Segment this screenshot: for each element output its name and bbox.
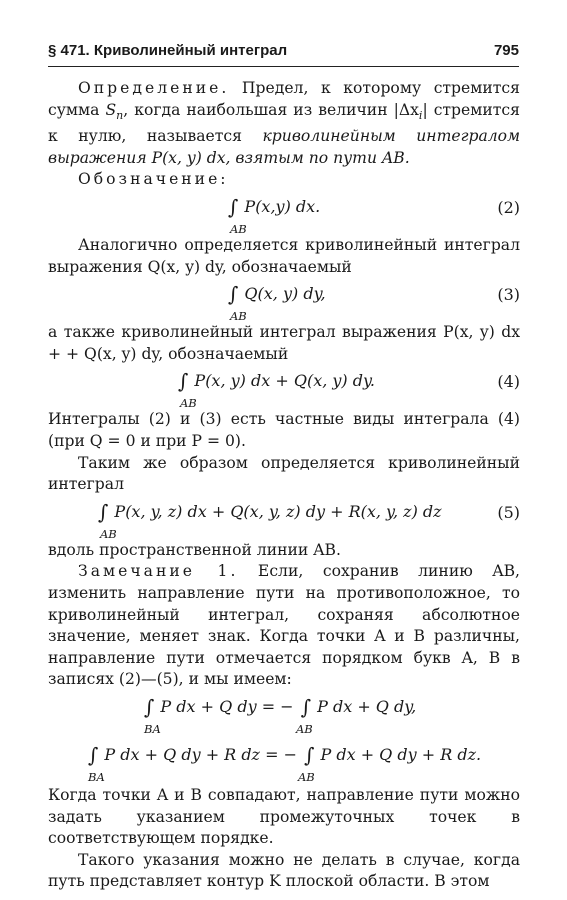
integral-limit: AB <box>180 396 197 411</box>
paragraph-contour: Такого указания можно не делать в случае, когда путь представляет контур K плоской области. В этом <box>48 850 520 891</box>
equation-2: ∫ P(x,y) dx. AB (2) <box>48 191 520 235</box>
equation-number: (4) <box>497 372 520 392</box>
integral-limit: AB <box>296 721 313 736</box>
integral-sign: ∫ <box>300 694 312 719</box>
main-text <box>48 78 520 893</box>
paragraph-also: а также криволинейный интеграл выражения P(x, y) dx + + Q(x, y) dy, обозначаемый <box>48 323 520 363</box>
equation-number: (3) <box>497 285 520 305</box>
notation-label: Обозначение: <box>78 170 229 189</box>
integral-sign: ∫ <box>228 195 239 220</box>
paragraph-space-integral: Таким же образом определяется криволинейный интеграл <box>48 453 520 494</box>
integral-sign: ∫ <box>144 694 155 719</box>
integral-sign: ∫ <box>98 499 109 524</box>
paragraph-analog: Аналогично определяется криволинейный интеграл выражения Q(x, y) dy, обозначаемый <box>48 236 520 276</box>
integral-sign: ∫ <box>228 282 239 307</box>
equation-number: (2) <box>497 198 520 218</box>
integral-sign: ∫ <box>178 369 189 394</box>
equation-7: ∫ P dx + Q dy + R dz = − ∫ P dx + Q dy + R dz. BA AB <box>48 735 520 785</box>
integral-sign: ∫ <box>88 742 99 767</box>
running-header <box>48 40 519 67</box>
definition-paragraph: Определение. Предел, к которому стремится сумма $S_n$, когда наибольшая из величин $|\Delta x_i|$ стремится к нулю, называется криволинейным интегралом выражения P(x, y) dx, взятым по пути AB. <box>48 79 520 167</box>
integral-limit: BA <box>88 769 105 784</box>
equation-3: ∫ Q(x, y) dy, AB (3) <box>48 278 520 322</box>
remark-1: Замечание 1. Если, сохранив линию AB, изменить направление пути на противоположное, то криволинейный интеграл, сохраняя абсолютное значение, меняет знак. Когда точки A и B различны, направление пути отмечается порядком букв A, B в записях (2)—(5), и мы имеем: <box>48 562 520 689</box>
integral-limit: AB <box>100 526 117 541</box>
integral-limit: AB <box>298 769 315 784</box>
integral-limit: BA <box>144 721 161 736</box>
page-number: 795 <box>493 42 519 59</box>
section-title: § 471. Криволинейный интеграл <box>48 42 288 59</box>
equation-6: ∫ P dx + Q dy = − ∫ P dx + Q dy, BA AB <box>48 691 520 735</box>
integral-limit: AB <box>230 222 247 237</box>
integral-sign: ∫ <box>304 742 315 767</box>
equation-number: (5) <box>497 502 520 522</box>
integral-limit: AB <box>230 309 247 324</box>
equation-4: ∫ P(x, y) dx + Q(x, y) dy. AB (4) <box>48 365 520 409</box>
equation-5: ∫ P(x, y, z) dx + Q(x, y, z) dy + R(x, y, z) dz AB (5) <box>48 496 520 540</box>
paragraph-special-cases: Интегралы (2) и (3) есть частные виды интеграла (4) (при Q = 0 и при P = 0). <box>48 410 520 451</box>
paragraph-coincide: Когда точки A и B совпадают, направление пути можно задать указанием промежуточных точек в соответствующем порядке. <box>48 785 520 848</box>
paragraph-along: вдоль пространственной линии AB. <box>48 540 341 559</box>
